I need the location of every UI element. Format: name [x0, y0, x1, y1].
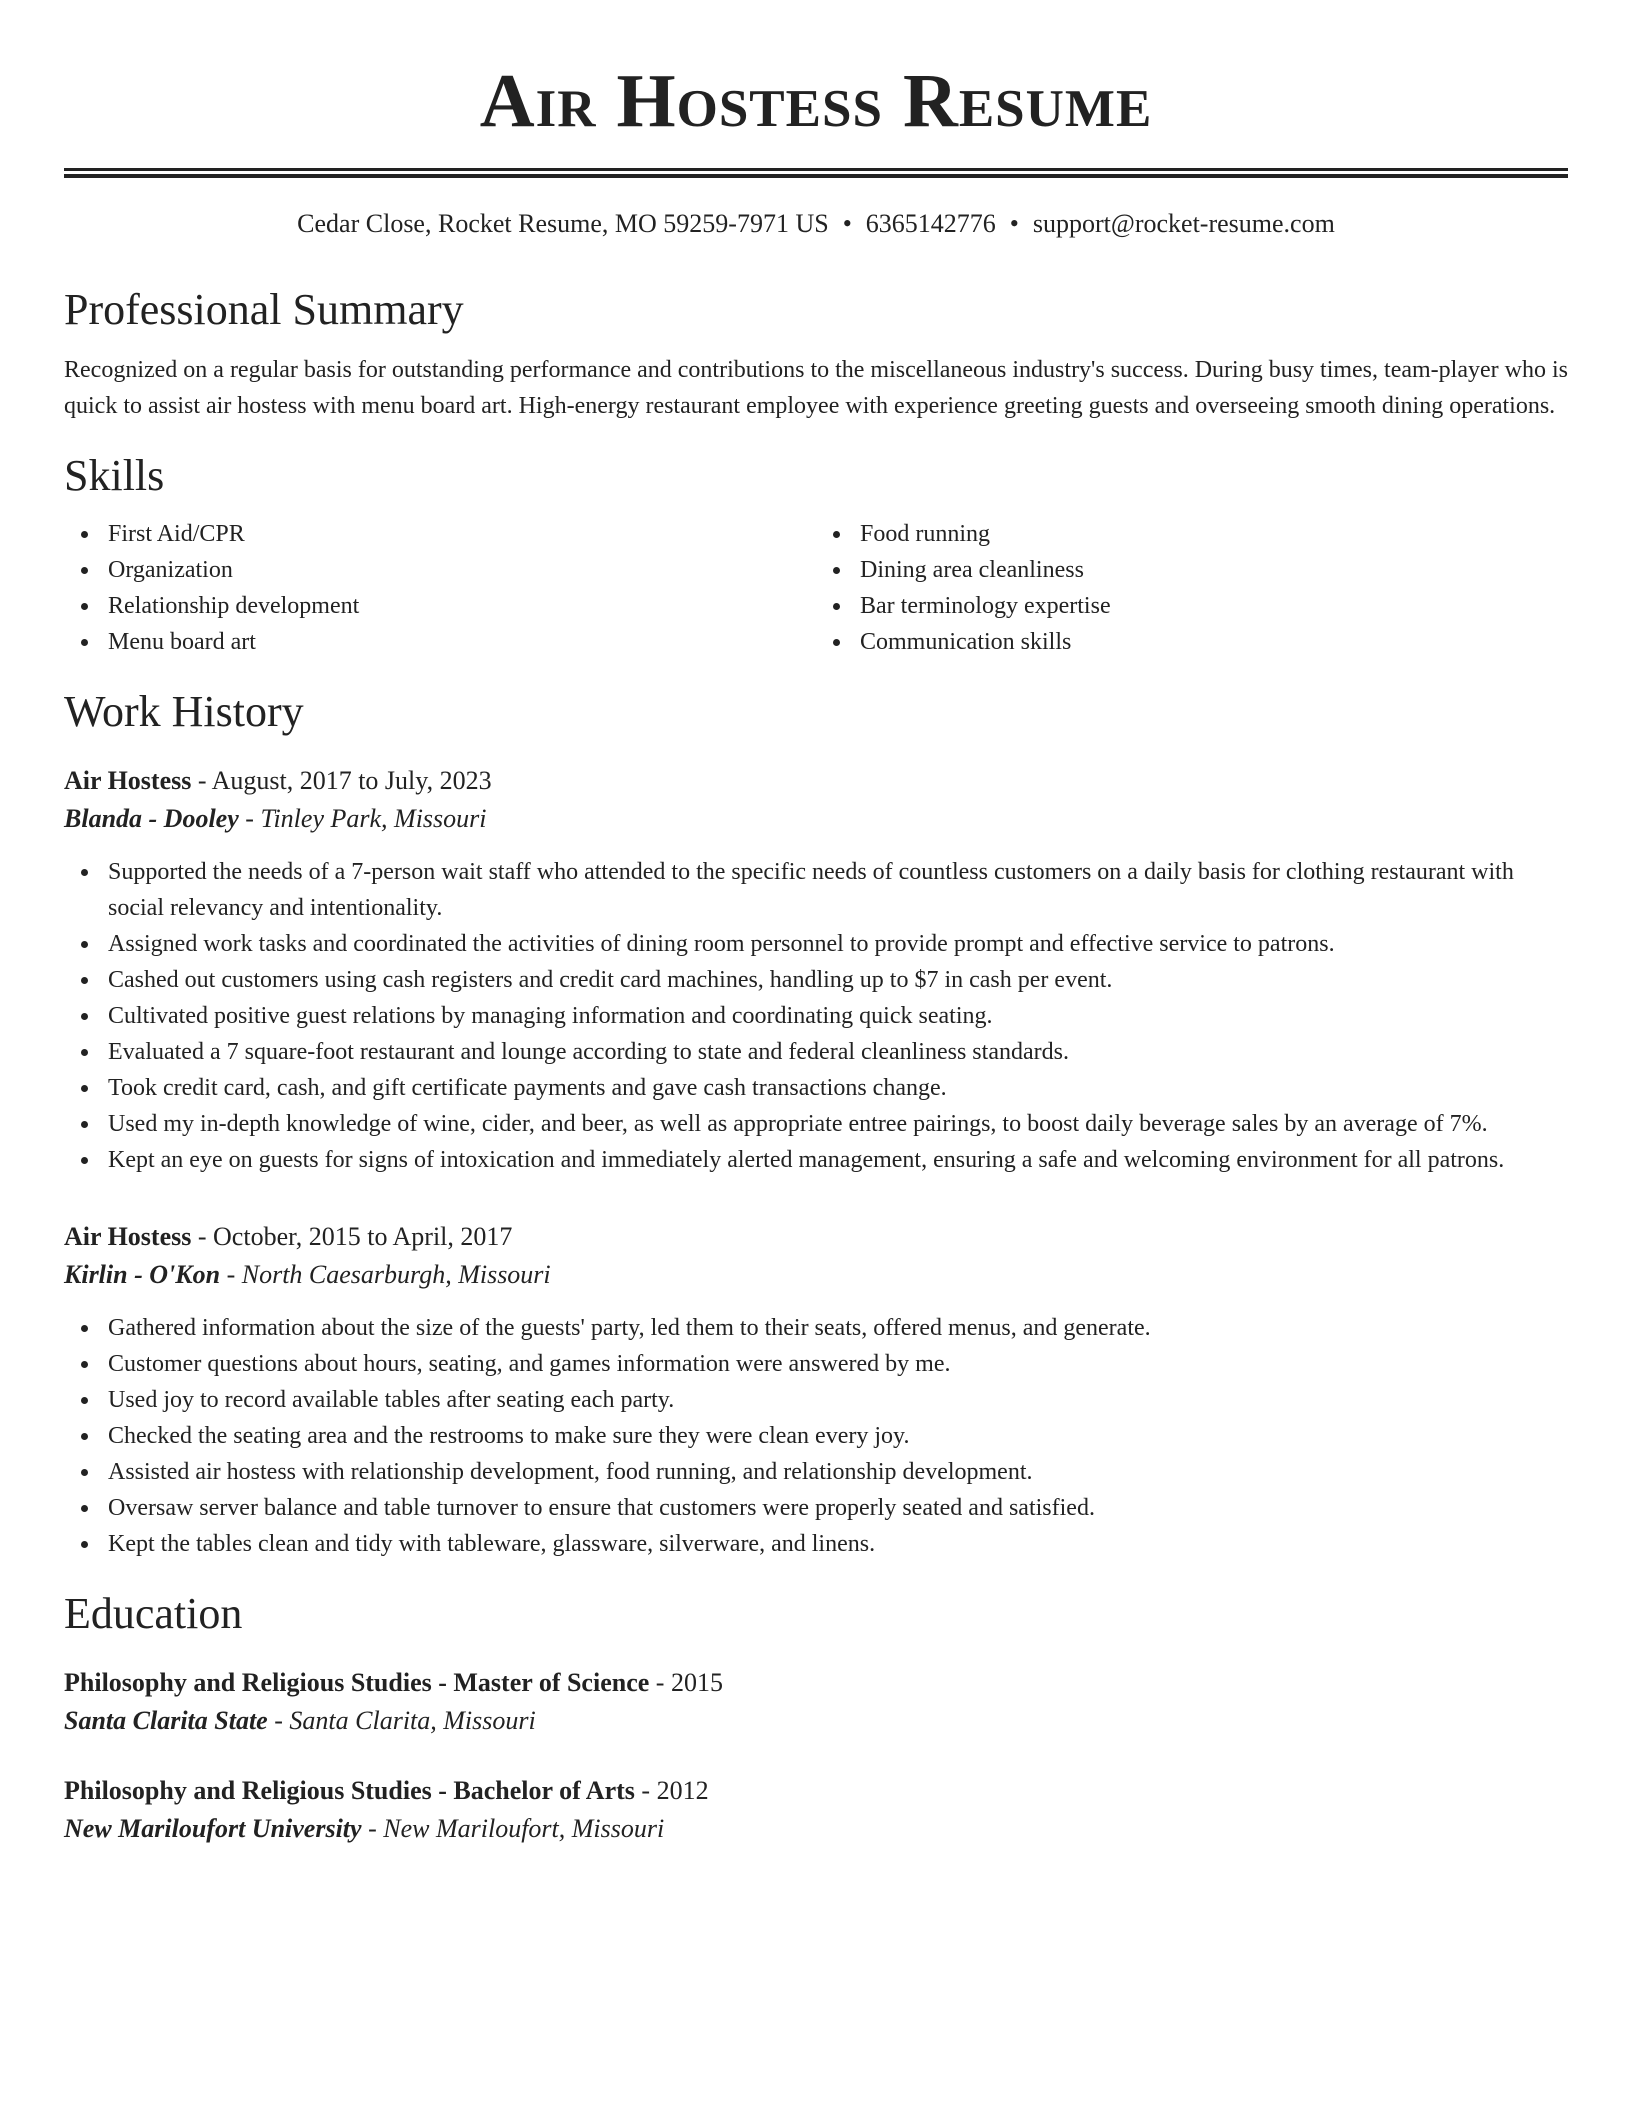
job-title-line	[64, 1218, 1568, 1256]
job-company: Blanda - Dooley	[64, 804, 239, 833]
duty-item: Evaluated a 7 square-foot restaurant and lounge according to state and federal cleanliness standards.	[64, 1034, 1568, 1070]
duty-item: Supported the needs of a 7-person wait staff who attended to the specific needs of countless customers on a daily basis for clothing restaurant with social relevancy and intentionality.	[64, 854, 1568, 926]
education-heading: Education	[64, 1589, 243, 1638]
job-location: North Caesarburgh, Missouri	[241, 1260, 551, 1289]
work-history-heading: Work History	[64, 687, 304, 736]
job-dates: October, 2015 to April, 2017	[213, 1222, 513, 1251]
skills-column-right	[816, 516, 1568, 660]
degree-line	[64, 1664, 1568, 1702]
job-company: Kirlin - O'Kon	[64, 1260, 221, 1289]
skill-item: Relationship development	[64, 588, 816, 624]
contact-email: support@rocket-resume.com	[1032, 209, 1335, 238]
dash-separator: -	[649, 1668, 671, 1697]
summary-text: Recognized on a regular basis for outstanding performance and contributions to the miscellaneous industry's success. During busy times, team-player who is quick to assist air hostess with menu board art. High-energy restaurant employee with experience greeting guests and overseeing smooth dining operations.	[64, 357, 1568, 419]
contact-address: Cedar Close, Rocket Resume, MO 59259-7971 US	[297, 209, 829, 238]
duty-item: Customer questions about hours, seating, and games information were answered by me.	[64, 1346, 1568, 1382]
duty-item: Cashed out customers using cash registers and credit card machines, handling up to $7 in cash per event.	[64, 962, 1568, 998]
school-line	[64, 1702, 1568, 1740]
dash-separator: -	[361, 1814, 384, 1843]
job-entry	[64, 762, 1568, 1178]
duty-item: Assisted air hostess with relationship development, food running, and relationship development.	[64, 1454, 1568, 1490]
degree: Philosophy and Religious Studies - Master of Science	[64, 1668, 650, 1697]
duty-item: Kept an eye on guests for signs of intoxication and immediately alerted management, ensuring a safe and welcoming environment for all patrons.	[64, 1142, 1568, 1178]
school-location: New Mariloufort, Missouri	[383, 1814, 665, 1843]
school-name: Santa Clarita State	[64, 1706, 268, 1735]
duty-item: Kept the tables clean and tidy with tableware, glassware, silverware, and linens.	[64, 1526, 1568, 1562]
graduation-year: 2015	[670, 1668, 723, 1697]
skills-list	[64, 516, 1568, 660]
skills-column-left	[64, 516, 816, 660]
skill-item: Menu board art	[64, 624, 816, 660]
skill-item: Communication skills	[816, 624, 1568, 660]
job-title: Air Hostess	[64, 1222, 192, 1251]
graduation-year: 2012	[656, 1776, 709, 1805]
job-duties	[64, 1310, 1568, 1562]
job-dates: August, 2017 to July, 2023	[211, 766, 492, 795]
dash-separator: -	[191, 1222, 214, 1251]
job-company-line	[64, 1256, 1568, 1294]
duty-item: Gathered information about the size of the guests' party, led them to their seats, offered menus, and generate.	[64, 1310, 1568, 1346]
school-line	[64, 1810, 1568, 1848]
job-title: Air Hostess	[64, 766, 192, 795]
job-company-line	[64, 800, 1568, 838]
contact-separator: •	[1009, 209, 1019, 238]
skill-item: Food running	[816, 516, 1568, 552]
dash-separator: -	[634, 1776, 657, 1805]
school-location: Santa Clarita, Missouri	[289, 1706, 536, 1735]
degree-line	[64, 1772, 1568, 1810]
duty-item: Assigned work tasks and coordinated the activities of dining room personnel to provide prompt and effective service to patrons.	[64, 926, 1568, 962]
job-location: Tinley Park, Missouri	[260, 804, 487, 833]
degree: Philosophy and Religious Studies - Bachelor of Arts	[64, 1776, 635, 1805]
skill-item: Bar terminology expertise	[816, 588, 1568, 624]
education-entry	[64, 1772, 1568, 1848]
summary-heading: Professional Summary	[64, 285, 464, 334]
dash-separator: -	[191, 766, 212, 795]
job-entry	[64, 1218, 1568, 1562]
school-name: New Mariloufort University	[64, 1814, 362, 1843]
contact-phone: 6365142776	[865, 209, 996, 238]
page-title: Air Hostess Resume	[479, 59, 1153, 143]
skill-item: Organization	[64, 552, 816, 588]
skill-item: First Aid/CPR	[64, 516, 816, 552]
education-entry	[64, 1664, 1568, 1740]
duty-item: Oversaw server balance and table turnover to ensure that customers were properly seated and satisfied.	[64, 1490, 1568, 1526]
job-duties	[64, 854, 1568, 1178]
duty-item: Cultivated positive guest relations by managing information and coordinating quick seating.	[64, 998, 1568, 1034]
contact-separator: •	[842, 209, 852, 238]
duty-item: Used my in-depth knowledge of wine, cider, and beer, as well as appropriate entree pairings, to boost daily beverage sales by an average of 7%.	[64, 1106, 1568, 1142]
dash-separator: -	[238, 804, 261, 833]
dash-separator: -	[267, 1706, 290, 1735]
job-title-line	[64, 762, 1568, 800]
title-divider	[64, 168, 1568, 178]
duty-item: Took credit card, cash, and gift certificate payments and gave cash transactions change.	[64, 1070, 1568, 1106]
skills-heading: Skills	[64, 451, 165, 500]
dash-separator: -	[220, 1260, 242, 1289]
contact-line	[64, 208, 1568, 240]
duty-item: Used joy to record available tables after seating each party.	[64, 1382, 1568, 1418]
skill-item: Dining area cleanliness	[816, 552, 1568, 588]
duty-item: Checked the seating area and the restrooms to make sure they were clean every joy.	[64, 1418, 1568, 1454]
